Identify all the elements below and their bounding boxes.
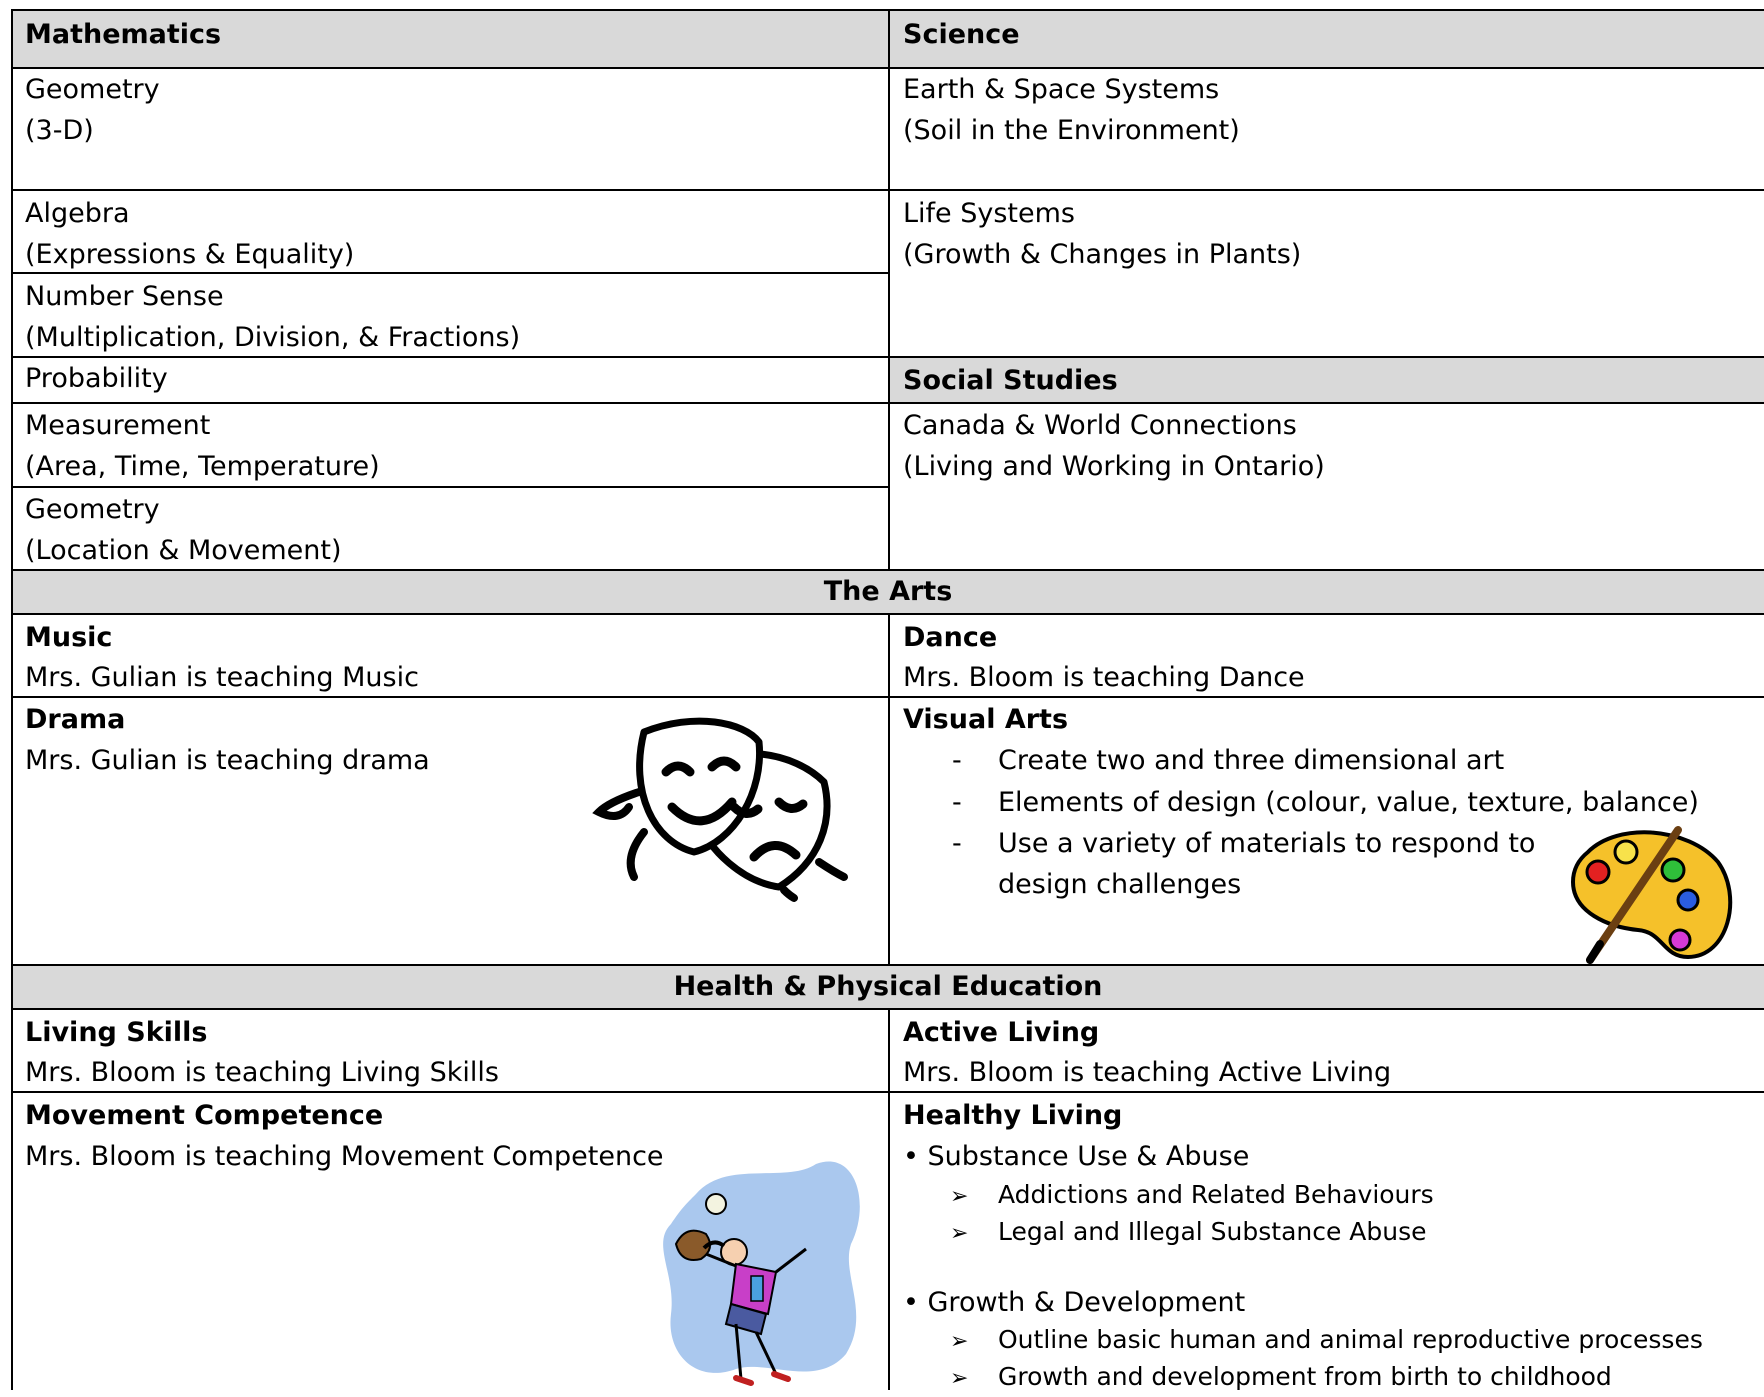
math-topic-sub: (Multiplication, Division, & Fractions)	[25, 322, 521, 353]
grid-line	[11, 9, 13, 1390]
active-living-text: Mrs. Bloom is teaching Active Living	[903, 1057, 1392, 1088]
dash-bullet: -	[952, 745, 962, 776]
music-text: Mrs. Gulian is teaching Music	[25, 662, 419, 693]
math-topic-title: Probability	[25, 363, 168, 394]
movement-title: Movement Competence	[25, 1100, 384, 1131]
arrow-bullet-icon: ➢	[950, 1184, 969, 1209]
visual-arts-item: Use a variety of materials to respond to	[998, 828, 1536, 859]
arts-header: The Arts	[823, 576, 953, 607]
science-header: Science	[903, 19, 1020, 50]
visual-arts-item: Elements of design (colour, value, texture, balance)	[998, 787, 1699, 818]
science-topic-title: Life Systems	[903, 198, 1075, 229]
math-topic-sub: (Expressions & Equality)	[25, 239, 355, 270]
science-header-bg	[889, 10, 1764, 68]
math-topic-title: Algebra	[25, 198, 130, 229]
healthy-living-item: Legal and Illegal Substance Abuse	[998, 1217, 1427, 1246]
math-topic-sub: (Location & Movement)	[25, 535, 342, 566]
healthy-living-item: Outline basic human and animal reproductive processes	[998, 1325, 1703, 1354]
baseball-player-icon	[656, 1154, 876, 1390]
drama-title: Drama	[25, 704, 126, 735]
social-topic-sub: (Living and Working in Ontario)	[903, 451, 1325, 482]
math-topic-title: Geometry	[25, 74, 160, 105]
visual-arts-item: design challenges	[998, 869, 1242, 900]
science-topic-title: Earth & Space Systems	[903, 74, 1220, 105]
drama-text: Mrs. Gulian is teaching drama	[25, 745, 430, 776]
social-topic-title: Canada & World Connections	[903, 410, 1297, 441]
science-topic-sub: (Soil in the Environment)	[903, 115, 1240, 146]
math-topic-sub: (Area, Time, Temperature)	[25, 451, 380, 482]
math-header: Mathematics	[25, 19, 222, 50]
active-living-title: Active Living	[903, 1017, 1100, 1048]
living-skills-title: Living Skills	[25, 1017, 208, 1048]
dance-title: Dance	[903, 622, 998, 653]
math-topic-sub: (3-D)	[25, 115, 94, 146]
visual-arts-title: Visual Arts	[903, 704, 1069, 735]
healthy-living-item: Addictions and Related Behaviours	[998, 1180, 1434, 1209]
theatre-masks-icon	[584, 712, 846, 898]
health-header: Health & Physical Education	[673, 971, 1103, 1002]
grid-line	[888, 9, 890, 570]
movement-text: Mrs. Bloom is teaching Movement Competence	[25, 1141, 664, 1172]
healthy-living-title: Healthy Living	[903, 1100, 1123, 1131]
paint-palette-icon	[1568, 822, 1733, 964]
arrow-bullet-icon: ➢	[950, 1366, 969, 1391]
grid-line	[888, 613, 890, 965]
social-header: Social Studies	[903, 365, 1118, 396]
dash-bullet: -	[952, 828, 962, 859]
dance-text: Mrs. Bloom is teaching Dance	[903, 662, 1305, 693]
living-skills-text: Mrs. Bloom is teaching Living Skills	[25, 1057, 499, 1088]
science-topic-sub: (Growth & Changes in Plants)	[903, 239, 1302, 270]
healthy-living-group: • Substance Use & Abuse	[903, 1141, 1250, 1172]
dash-bullet: -	[952, 787, 962, 818]
math-topic-title: Geometry	[25, 494, 160, 525]
math-topic-title: Number Sense	[25, 281, 224, 312]
arrow-bullet-icon: ➢	[950, 1329, 969, 1354]
math-topic-title: Measurement	[25, 410, 211, 441]
visual-arts-item: Create two and three dimensional art	[998, 745, 1505, 776]
arrow-bullet-icon: ➢	[950, 1221, 969, 1246]
healthy-living-group: • Growth & Development	[903, 1287, 1246, 1318]
music-title: Music	[25, 622, 113, 653]
healthy-living-item: Growth and development from birth to childhood	[998, 1362, 1612, 1391]
grid-line	[888, 1008, 890, 1390]
